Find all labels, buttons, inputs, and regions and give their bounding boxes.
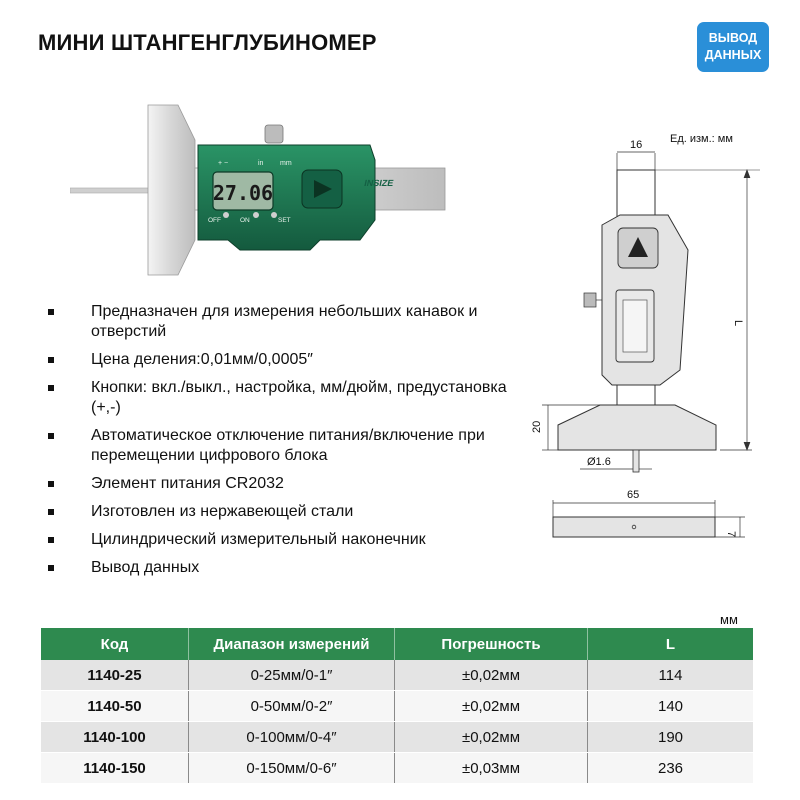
dim-width-top: 16: [630, 139, 643, 151]
data-output-badge: [697, 22, 769, 72]
badge-line-1: ВЫВОД: [708, 31, 758, 45]
cell-range: 0-25мм/0-1″: [189, 660, 395, 691]
bullet-icon: [48, 509, 54, 515]
bullet-icon: [48, 357, 54, 363]
btn-mm-label: mm: [280, 160, 292, 167]
table-header-row: [41, 628, 753, 660]
base-outline: [558, 405, 716, 450]
col-header-accuracy: Погрешность: [395, 628, 588, 660]
feature-item: Цилиндрический измерительный наконечник: [48, 530, 518, 550]
bullet-icon: [48, 537, 54, 543]
cell-accuracy: ±0,03мм: [395, 753, 588, 784]
cell-code: 1140-50: [41, 691, 189, 722]
cell-range: 0-100мм/0-4″: [189, 722, 395, 753]
badge-line-2: ДАННЫХ: [704, 48, 762, 62]
set-button: [271, 212, 277, 218]
dim-base-width: 65: [627, 489, 640, 501]
cell-code: 1140-100: [41, 722, 189, 753]
bullet-icon: [48, 433, 54, 439]
cell-length: 236: [588, 753, 754, 784]
bullet-icon: [48, 565, 54, 571]
cell-range: 0-50мм/0-2″: [189, 691, 395, 722]
cell-accuracy: ±0,02мм: [395, 691, 588, 722]
table-unit-label: мм: [720, 612, 738, 627]
cell-length: 190: [588, 722, 754, 753]
dim-probe-diameter: Ø1.6: [587, 456, 611, 468]
table-row: [41, 660, 753, 691]
cell-length: 140: [588, 691, 754, 722]
probe-rod: [70, 188, 150, 193]
feature-item: Элемент питания CR2032: [48, 474, 518, 494]
feature-item: Цена деления:0,01мм/0,0005″: [48, 350, 518, 370]
cell-range: 0-150мм/0-6″: [189, 753, 395, 784]
feature-item: Кнопки: вкл./выкл., настройка, мм/дюйм, предустановка (+,-): [48, 378, 518, 418]
dim-base-thickness: 7: [725, 531, 737, 538]
feature-item: Вывод данных: [48, 558, 518, 578]
unit-note: Ед. изм.: мм: [670, 133, 733, 145]
dim-base-height: 20: [531, 420, 543, 433]
btn-in-label: in: [258, 160, 264, 167]
btn-set-label: SET: [278, 217, 291, 224]
table-row: [41, 691, 753, 722]
dim-length: L: [732, 320, 744, 327]
thumb-wheel-outline: [584, 293, 596, 307]
table-row: [41, 722, 753, 753]
btn-on-label: ON: [240, 217, 250, 224]
on-button: [253, 212, 259, 218]
product-image: [70, 100, 450, 280]
col-header-code: Код: [41, 628, 189, 660]
probe-outline: [633, 450, 639, 472]
bullet-icon: [48, 385, 54, 391]
cell-accuracy: ±0,02мм: [395, 660, 588, 691]
feature-list: [48, 302, 518, 586]
table-row: [41, 753, 753, 784]
feature-item: Предназначен для измерения небольших канавок и отверстий: [48, 302, 518, 342]
thumb-wheel: [265, 125, 283, 143]
feature-item: Автоматическое отключение питания/включение при перемещении цифрового блока: [48, 426, 518, 466]
btn-plus-minus-label: + −: [218, 160, 229, 167]
bullet-icon: [48, 481, 54, 487]
specs-table: [41, 628, 753, 784]
feature-item: Изготовлен из нержавеющей стали: [48, 502, 518, 522]
btn-off-label: OFF: [208, 217, 221, 224]
lcd-value: 27.06: [212, 181, 274, 205]
bullet-icon: [48, 309, 54, 315]
cell-accuracy: ±0,02мм: [395, 722, 588, 753]
off-button: [223, 212, 229, 218]
cell-length: 114: [588, 660, 754, 691]
cell-code: 1140-150: [41, 753, 189, 784]
col-header-length: L: [588, 628, 754, 660]
cell-code: 1140-25: [41, 660, 189, 691]
depth-base: [148, 105, 195, 275]
page-title: МИНИ ШТАНГЕНГЛУБИНОМЕР: [38, 30, 377, 55]
col-header-range: Диапазон измерений: [189, 628, 395, 660]
technical-drawing: [520, 125, 790, 555]
brand-logo: INSIZE: [363, 178, 395, 188]
base-bottom-view: [553, 517, 715, 537]
